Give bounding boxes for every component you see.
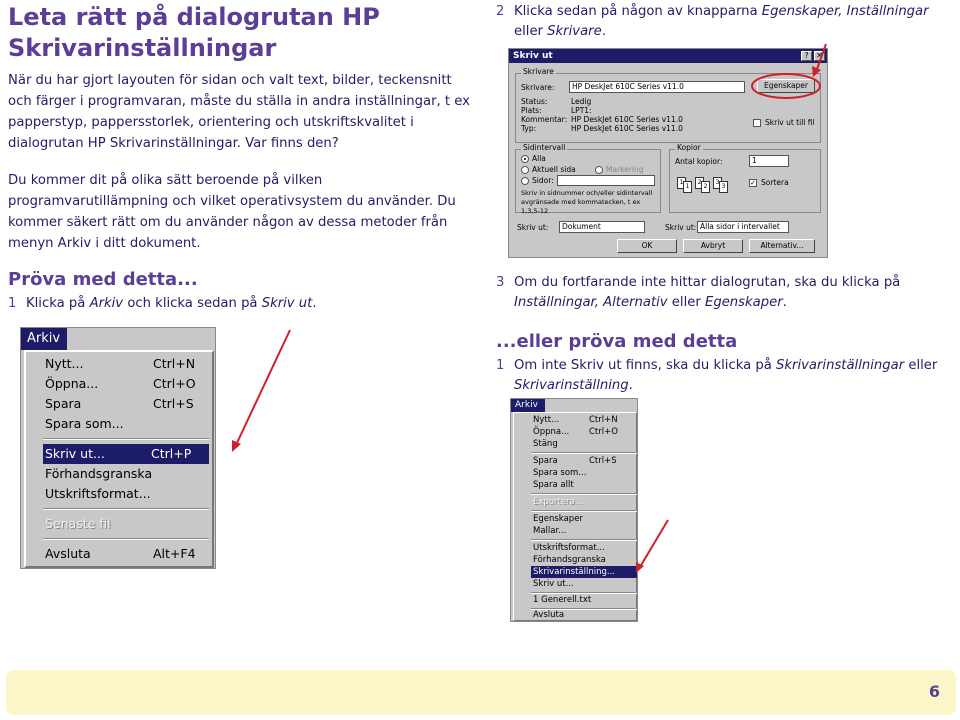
menu-item-print-preview[interactable]: Förhandsgranska (533, 555, 606, 565)
menu-item-templates[interactable]: Mallar... (533, 526, 567, 536)
page-icon: 1 (677, 177, 686, 189)
selection-label: Markering (606, 165, 644, 174)
menu-item-new[interactable]: Nytt... Ctrl+N (45, 356, 196, 371)
menu-item-save-as[interactable]: Spara som... (45, 416, 124, 431)
step-number: 1 (8, 296, 17, 311)
step-text: Klicka på (26, 296, 90, 311)
step-4 (496, 356, 956, 398)
options-button[interactable]: Alternativ... (749, 239, 815, 253)
copies-input[interactable]: 1 (749, 155, 789, 167)
file-menu-screenshot-2 (510, 398, 638, 622)
page-icon: 2 (695, 177, 704, 189)
collate-label: Sortera (761, 178, 789, 187)
step-text: eller (904, 358, 938, 373)
pages-hint: Skriv in sidnummer och/eller sidintervall avgränsade med kommatecken, t ex 1,3,5-12 (521, 189, 653, 215)
step-number: 1 (496, 358, 505, 373)
menu-separator (531, 493, 637, 495)
menu-separator (531, 510, 637, 512)
step-number: 3 (496, 275, 505, 290)
status-label: Status: (521, 97, 548, 106)
print-what-label: Skriv ut: (517, 223, 549, 232)
menu-title[interactable]: Arkiv (21, 328, 67, 350)
selection-radio (595, 166, 603, 174)
menu-separator (43, 438, 209, 440)
step-emphasis: Inställningar, (514, 295, 604, 310)
step-text: och klicka sedan på (123, 296, 262, 311)
step-text: . (312, 296, 317, 311)
menu-item-recent-file: Senaste fil (45, 516, 111, 531)
page-icon: 3 (713, 177, 722, 189)
menu-item-print[interactable]: Skriv ut... Ctrl+P (43, 444, 209, 464)
menu-item-page-setup[interactable]: Utskriftsformat... (533, 543, 605, 553)
arrow-head (232, 440, 241, 452)
printer-label: Skrivare: (521, 83, 555, 92)
step-emphasis: Skriv ut (261, 296, 313, 311)
step-text: . (628, 378, 633, 393)
try-heading: Pröva med detta... (8, 269, 198, 290)
step-2 (496, 2, 956, 44)
arrow-line (236, 330, 290, 445)
comment-label: Kommentar: (521, 115, 568, 124)
group-label: Skrivare (523, 67, 554, 76)
menu-item-open[interactable]: Öppna... Ctrl+O (533, 427, 618, 437)
close-icon[interactable]: ✕ (814, 51, 825, 61)
print-what-select[interactable]: Dokument (559, 221, 645, 233)
alternative-heading: ...eller pröva med detta (496, 331, 738, 352)
step-text: Om inte Skriv ut finns, ska du klicka på (514, 358, 777, 373)
menu-title[interactable]: Arkiv (511, 399, 545, 412)
menu-item-export: Exportera... (533, 497, 583, 507)
step-emphasis: Egenskaper, Inställningar (761, 4, 929, 19)
status-value: Ledig (571, 97, 592, 106)
print-to-file-checkbox[interactable] (753, 119, 761, 127)
pages-input[interactable] (557, 175, 655, 186)
menu-item-save[interactable]: Spara Ctrl+S (45, 396, 194, 411)
ok-button[interactable]: OK (617, 239, 677, 253)
current-page-radio[interactable] (521, 166, 529, 174)
comment-value: HP DeskJet 610C Series v11.0 (571, 115, 683, 124)
help-icon[interactable]: ? (801, 51, 812, 61)
place-value: LPT1: (571, 106, 592, 115)
print-dialog-screenshot (508, 48, 828, 258)
step-1 (8, 294, 478, 316)
menu-item-save-as[interactable]: Spara som... (533, 468, 587, 478)
group-label: Sidintervall (523, 143, 566, 152)
menu-item-print-preview[interactable]: Förhandsgranska (45, 466, 153, 481)
menu-item-recent-file[interactable]: 1 Generell.txt (533, 595, 592, 605)
step-text: Om du fortfarande inte hittar dialogrutan, ska du klicka på (514, 275, 901, 290)
pages-label: Sidor: (532, 176, 554, 185)
menu-item-save-all[interactable]: Spara allt (533, 480, 574, 490)
all-radio[interactable] (521, 155, 529, 163)
page-icon: 3 (719, 181, 728, 193)
step-3 (496, 273, 956, 315)
menu-separator (531, 452, 637, 454)
file-menu-screenshot (20, 327, 216, 569)
type-value: HP DeskJet 610C Series v11.0 (571, 124, 683, 133)
step-emphasis: Arkiv (89, 296, 124, 311)
page-icon: 2 (701, 181, 710, 193)
step-text: eller (667, 295, 705, 310)
footer-bar (6, 670, 956, 715)
properties-button[interactable]: Egenskaper (757, 79, 815, 93)
menu-item-save[interactable]: Spara Ctrl+S (533, 456, 617, 466)
dialog-title: Skriv ut (509, 49, 827, 63)
menu-item-exit[interactable]: Avsluta Alt+F4 (45, 546, 196, 561)
menu-item-print[interactable]: Skriv ut... (533, 579, 574, 589)
method-paragraph: Du kommer dit på olika sätt beroende på vilken programvarutillämpning och vilket operativsystem du använder. Du kommer säkert rätt om du använder någon av dessa metoder från menyn Arkiv i ditt dokument. (8, 173, 456, 251)
step-emphasis: Alternativ (603, 295, 668, 310)
menu-separator (531, 539, 637, 541)
step-emphasis: Skrivarinställningar (776, 358, 905, 373)
print-select[interactable]: Alla sidor i intervallet (697, 221, 789, 233)
copies-label: Antal kopior: (675, 157, 723, 166)
page-title: Leta rätt på dialogrutan HP Skrivarinställningar (8, 3, 380, 62)
intro-paragraph: När du har gjort layouten för sidan och valt text, bilder, teckensnitt och färger i programvaran, måste du ställa in andra inställningar, t ex papperstyp, pappersstorlek, orientering och utskriftskvalitet i dialogrutan HP Skrivarinställningar. Var finns den? (8, 73, 470, 151)
menu-separator (43, 538, 209, 540)
step-emphasis: Egenskaper (704, 295, 783, 310)
step-emphasis: Skrivare (547, 24, 602, 39)
menu-item-page-setup[interactable]: Utskriftsformat... (45, 486, 151, 501)
menu-item-open[interactable]: Öppna... Ctrl+O (45, 376, 196, 391)
menu-item-properties[interactable]: Egenskaper (533, 514, 583, 524)
printer-select[interactable]: HP DeskJet 610C Series v11.0 (569, 81, 745, 93)
page-number: 6 (928, 682, 940, 701)
print-to-file-label: Skriv ut till fil (765, 118, 815, 127)
step-text: . (601, 24, 606, 39)
menu-item-exit[interactable]: Avsluta (533, 610, 565, 620)
arrow-line (640, 520, 668, 567)
menu-item-new[interactable]: Nytt... Ctrl+N (533, 415, 618, 425)
group-label: Kopior (677, 143, 701, 152)
menu-item-printer-setup[interactable]: Skrivarinställning... (531, 566, 637, 578)
type-label: Typ: (521, 124, 537, 133)
menu-separator (43, 508, 209, 510)
page-icon: 1 (683, 181, 692, 193)
step-text: . (782, 295, 787, 310)
current-page-label: Aktuell sida (532, 165, 576, 174)
step-number: 2 (496, 4, 505, 19)
print-label: Skriv ut: (665, 223, 697, 232)
collate-checkbox[interactable]: ✓ (750, 179, 756, 187)
all-label: Alla (532, 154, 546, 163)
step-text: Klicka sedan på någon av knapparna (514, 4, 762, 19)
step-emphasis: Skrivarinställning (514, 378, 629, 393)
cancel-button[interactable]: Avbryt (683, 239, 743, 253)
pages-radio[interactable] (521, 177, 529, 185)
step-text: eller (514, 24, 548, 39)
menu-item-close[interactable]: Stäng (533, 439, 558, 449)
place-label: Plats: (521, 106, 542, 115)
